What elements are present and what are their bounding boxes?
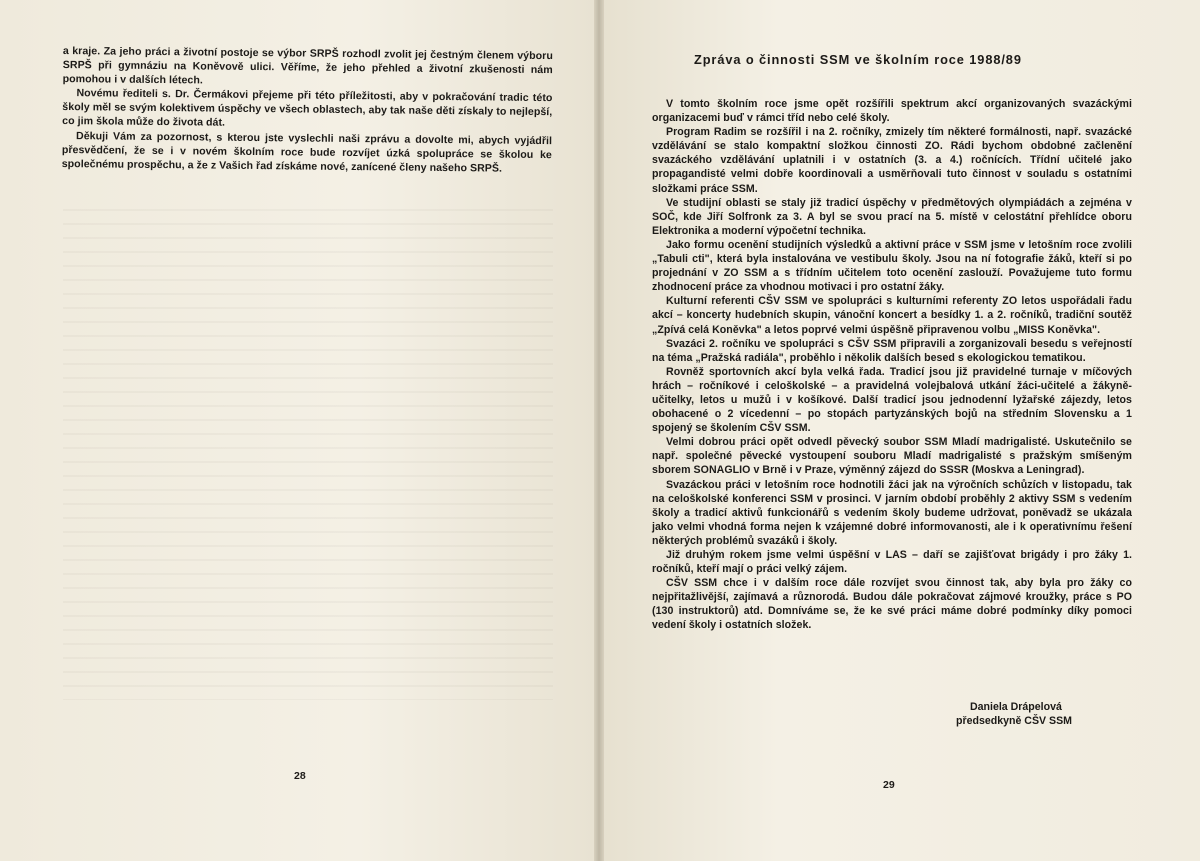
right-page [598,0,1200,861]
right-paragraph-4: Jako formu ocenění studijních výsledků a aktivní práce v SSM jsme v letošním roce zvolili „Tabuli cti", která byla instalována ve vestibulu školy. Jsou na ní fotografie žáků, kteří si po projednání v ZO SSM a s třídním učitelem toto ocenění zaslouží. Považujeme tuto formu zhodnocení práce za vhodnou motivaci i pro ostatní žáky. [652,238,1132,294]
book-gutter [594,0,604,861]
right-paragraph-3: Ve studijní oblasti se staly již tradicí úspěchy v předmětových olympiádách a zejména v SOČ, kde Jiří Solfronk za 3. A byl se svou prací na 5. místě v celostátní přehlídce oboru Elektronika a moderní výpočetní technika. [652,196,1132,237]
right-paragraph-7: Rovněž sportovních akcí byla velká řada. Tradicí jsou již pravidelné turnaje v míčových hrách – ročníkové i celoškolské – a pravidelná volejbalová utkání žáci-učitelé a žákyně-učitelky, letos u mužů i v košíkové. Další tradicí jsou jednodenní lyžařské zájezdy, letos obohacené o 2 vícedenní – po stopách partyzánských bojů na středním Slovensku a 1 spojený se školením CŠV SSM. [652,365,1132,435]
left-paragraph-3: Děkuji Vám za pozornost, s kterou jste vyslechli naši zprávu a dovolte mi, abych vyjádřil přesvědčení, že se i v novém školním roce bude rozvíjet úzká spolupráce se školou ke společnému prospěchu, a že z Vašich řad získáme nové, zanícené členy našeho SRPŠ. [61,129,553,175]
right-paragraph-10: Již druhým rokem jsme velmi úspěšní v LAS – daří se zajišťovat brigády i pro žáky 1. ročníků, kteří mají o práci velký zájem. [652,549,1132,576]
signature-name: Daniela Drápelová [970,701,1062,713]
right-paragraph-6: Svazáci 2. ročníku ve spolupráci s CŠV SSM připravili a zorganizovali besedu s veřejností na téma „Pražská radiála", proběhlo i několik dalších besed s ekologickou tematikou. [652,337,1132,364]
right-paragraph-9: Svazáckou práci v letošním roce hodnotili žáci jak na výročních schůzích v listopadu, tak na celoškolské konferenci SSM v prosinci. V jarním období proběhly 2 aktivy SSM s vedením školy a tradicí aktivů funkcionářů s vedením školy budeme udržovat, poněvadž se ukázala jako velmi vhodná forma nejen k vzájemné dobré informovanosti, ale i k operativnímu řešení některých problémů svazáků i školy. [652,478,1132,547]
right-paragraph-8: Velmi dobrou práci opět odvedl pěvecký soubor SSM Mladí madrigalisté. Uskutečnilo se např. společné pěvecké vystoupení souboru Mladí madrigalisté s pražským smíšeným sborem SONAGLIO v Brně i v Praze, výměnný zájezd do SSSR (Moskva a Leningrad). [652,436,1132,477]
left-page-text [62,44,553,176]
right-page-number: 29 [883,779,895,791]
right-page-text [652,97,1132,633]
report-title: Zpráva o činnosti SSM ve školním roce 1988/89 [694,52,1022,67]
signature-block [956,700,1072,728]
right-paragraph-2: Program Radim se rozšířil i na 2. ročníky, zmizely tím některé formálnosti, např. svazácké vzdělávání se stalo kompaktní složkou činnosti ZO. Rádi bychom obdobné začlenění svazáckého vzdělávání uplatnili i v ostatních (3. a 4.) ročnících. Třídní učitelé jako propagandisté velmi dobře koordinovali a usměrňovali tuto činnost v souladu s ostatními složkami práce SSM. [652,126,1132,195]
left-paragraph-2: Novému řediteli s. Dr. Čermákovi přejeme při této příležitosti, aby v pokračování tradic této školy měl se svým kolektivem úspěchy ve všech oblastech, aby tak naše děti získaly to nejlepší, co jim škola může do života dát. [62,87,553,130]
left-page [0,0,598,861]
right-paragraph-1: V tomto školním roce jsme opět rozšířili spektrum akcí organizovaných svazáckými organizacemi buď v rámci tříd nebo celé školy. [652,98,1132,125]
left-page-number: 28 [294,770,306,782]
show-through-texture [63,200,553,700]
signature-role: předsedkyně CŠV SSM [956,715,1072,728]
right-paragraph-11: CŠV SSM chce i v dalším roce dále rozvíjet svou činnost tak, aby byla pro žáky co nejpřitažlivější, zajímavá a různorodá. Budou dále pokračovat zájmové kroužky, práce s PO (130 instruktorů) atd. Domníváme se, že ke své práci máme dobré podmínky díky pomoci vedení školy i ostatních složek. [652,577,1132,632]
left-paragraph-1: a kraje. Za jeho práci a životní postoje se výbor SRPŠ rozhodl zvolit jej čestným členem výboru SRPŠ při gymnáziu na Koněvově ulici. Věříme, že jeho přehled a životní zkušenosti nám pomohou i v dalších létech. [62,44,553,87]
right-paragraph-5: Kulturní referenti CŠV SSM ve spolupráci s kulturními referenty ZO letos uspořádali řadu akcí – koncerty hudebních skupin, vánoční koncert a besídky 1. a 2. ročníků, tradiční soutěž „Zpívá celá Koněvka" a letos poprvé velmi úspěšně připravenou volbu „MISS Koněvka". [652,295,1132,336]
